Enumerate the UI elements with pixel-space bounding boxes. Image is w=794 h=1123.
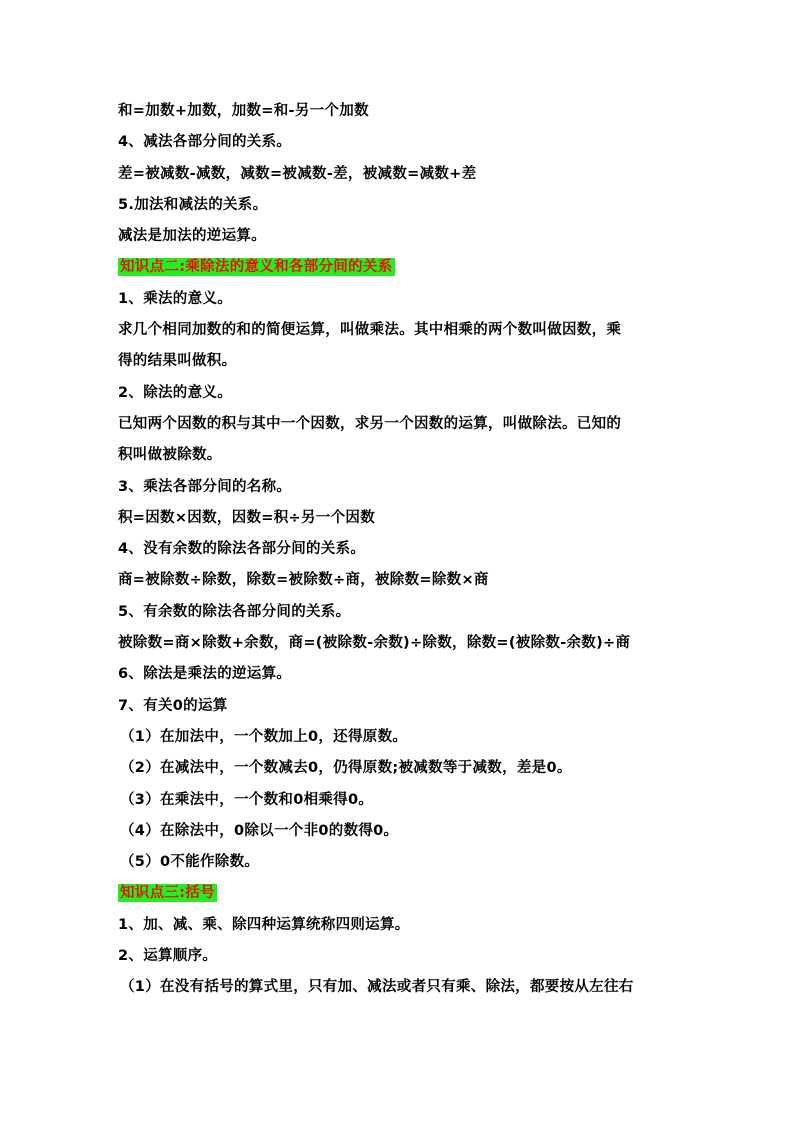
text-line-24 — [118, 816, 678, 847]
text-line-29 — [118, 972, 678, 1003]
line-text: 5、有余数的除法各部分间的关系。 — [118, 603, 351, 620]
line-text: 2、运算顺序。 — [118, 948, 218, 965]
line-text: 商=被除数÷除数，除数=被除数÷商，被除数=除数×商 — [118, 572, 489, 589]
text-line-2 — [118, 127, 678, 158]
text-line-12 — [118, 440, 678, 471]
line-text: 减法是加法的逆运算。 — [118, 228, 266, 245]
text-line-10 — [118, 378, 678, 409]
line-text: （4）在除法中，0除以一个非0的数得0。 — [120, 822, 399, 839]
section-heading-2 — [118, 252, 678, 283]
text-line-13 — [118, 472, 678, 503]
text-line-25 — [118, 847, 678, 878]
text-line-3 — [118, 159, 678, 190]
text-line-14 — [118, 503, 678, 534]
text-line-23 — [118, 785, 678, 816]
text-line-15 — [118, 534, 678, 565]
text-line-22 — [118, 753, 678, 784]
line-text: 已知两个因数的积与其中一个因数，求另一个因数的运算，叫做除法。已知的 — [118, 415, 622, 432]
text-line-27 — [118, 910, 678, 941]
line-text: 4、没有余数的除法各部分间的关系。 — [118, 541, 366, 558]
line-text: 得的结果叫做积。 — [118, 353, 237, 370]
text-line-5 — [118, 221, 678, 252]
line-text: 差=被减数-减数，减数=被减数-差，被减数=减数+差 — [118, 165, 477, 182]
text-line-19 — [118, 659, 678, 690]
line-text: （5）0不能作除数。 — [120, 854, 260, 871]
line-text: 4、减法各部分间的关系。 — [118, 134, 292, 151]
line-text: 和=加数+加数，加数=和-另一个加数 — [118, 103, 369, 119]
text-line-28 — [118, 941, 678, 972]
line-text: 被除数=商×除数+余数，商=(被除数-余数)÷除数，除数=(被除数-余数)÷商 — [118, 635, 631, 652]
text-line-8 — [118, 315, 678, 346]
line-text: 2、除法的意义。 — [118, 384, 232, 401]
line-text: 6、除法是乘法的逆运算。 — [118, 666, 292, 683]
text-line-11 — [118, 409, 678, 440]
text-line-18 — [118, 628, 678, 659]
highlighted-heading: 知识点三:括号 — [120, 885, 215, 902]
line-text: 1、乘法的意义。 — [118, 290, 232, 307]
line-text: 7、有关0的运算 — [118, 697, 228, 714]
line-text: 积=因数×因数，因数=积÷另一个因数 — [118, 509, 375, 526]
line-text: （1）在加法中，一个数加上0，还得原数。 — [120, 728, 408, 745]
text-line-20 — [118, 691, 678, 722]
line-text: 1、加、减、乘、除四种运算统称四则运算。 — [118, 916, 410, 933]
text-line-17 — [118, 597, 678, 628]
line-text: （1）在没有括号的算式里，只有加、减法或者只有乘、除法，都要按从左往右 — [120, 979, 634, 996]
line-text: 积叫做被除数。 — [118, 447, 222, 464]
text-line-1 — [118, 96, 678, 127]
line-text: （2）在减法中，一个数减去0，仍得原数;被减数等于减数，差是0。 — [120, 760, 572, 777]
line-text: 3、乘法各部分间的名称。 — [118, 478, 292, 495]
section-heading-3 — [118, 878, 678, 909]
line-text: 5.加法和减法的关系。 — [118, 196, 268, 213]
text-line-16 — [118, 565, 678, 596]
text-line-9 — [118, 346, 678, 377]
line-text: （3）在乘法中，一个数和0相乘得0。 — [120, 791, 374, 808]
text-line-7 — [118, 284, 678, 315]
highlighted-heading: 知识点二:乘除法的意义和各部分间的关系 — [120, 259, 393, 276]
text-line-4 — [118, 190, 678, 221]
document-body — [118, 96, 678, 1004]
line-text: 求几个相同加数的和的简便运算，叫做乘法。其中相乘的两个数叫做因数，乘 — [118, 322, 622, 339]
text-line-21 — [118, 722, 678, 753]
